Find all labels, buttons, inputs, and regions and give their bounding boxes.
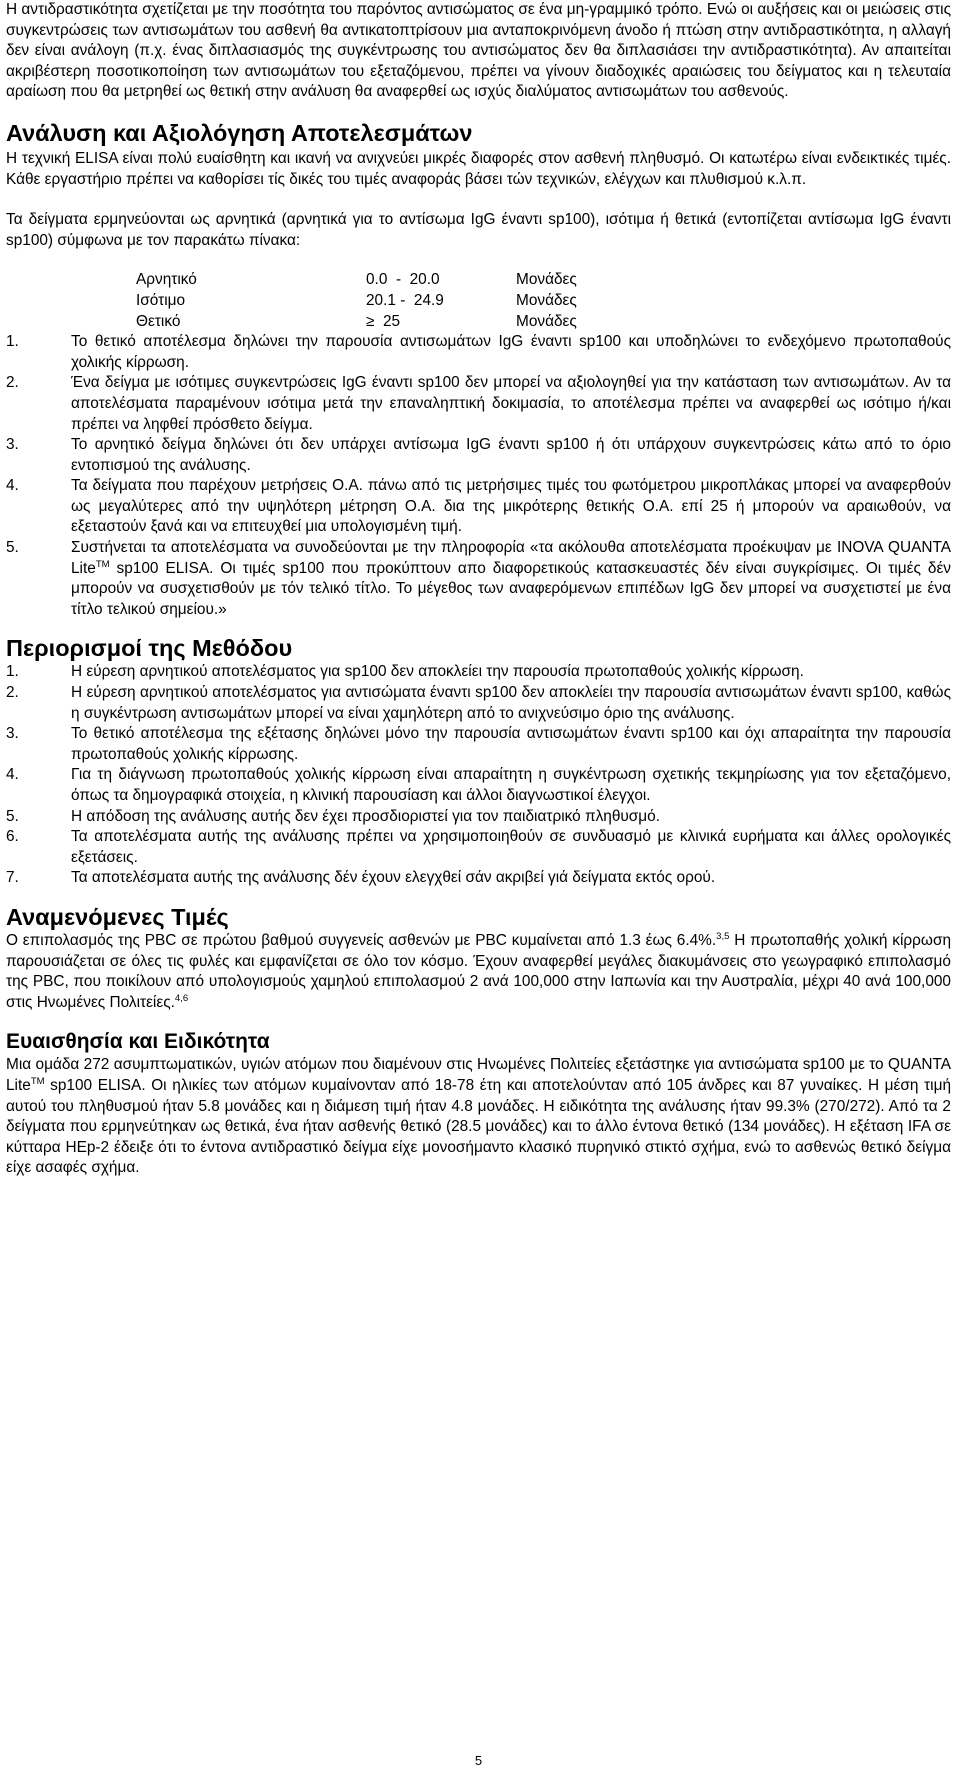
expected-text-b: Η πρωτοπαθής χολική κίρρωση παρουσιάζεται σε όλες τις φυλές και εμφανίζεται σε όλο τον κόσμο. Έχουν αναφερθεί μεγάλες διακυμάνσεις στο γεωγραφικό επιπολασμό της PBC, που ποικίλουν από υπολογισμούς χαμηλού επιπολασμού 2 ανά 100,000 στην Ιαπωνία και την Αυστραλία, μέχρι 40 ανά 100,000 στις Ηνωμένες Πολιτείες.: [6, 931, 951, 1011]
expected-values-paragraph: [6, 931, 951, 1013]
item-text: Το αρνητικό δείγμα δηλώνει ότι δεν υπάρχει αντίσωμα IgG έναντι sp100 ή ότι υπάρχουν συγκεντρώσεις κάτω από το όριο εντοπισμού της ανάλυσης.: [71, 436, 951, 474]
table-row: [136, 312, 577, 333]
list-item: [6, 435, 951, 476]
table-row: [136, 291, 577, 312]
list-item: [6, 683, 951, 724]
item-text: Η εύρεση αρνητικού αποτελέσματος για sp100 δεν αποκλείει την παρουσία πρωτοπαθούς χολικής κίρρωση.: [71, 663, 804, 681]
row-range: ≥ 25: [366, 312, 401, 330]
expected-values-heading: Αναμενόμενες Τιμές: [6, 903, 229, 930]
item-number: 7.: [6, 869, 19, 887]
citation-superscript: 3,5: [716, 930, 730, 942]
limitations-heading: Περιορισμοί της Μεθόδου: [6, 635, 293, 662]
page-number: 5: [474, 1753, 483, 1768]
item-number: 3.: [6, 436, 19, 454]
item-text: Ένα δείγμα με ισότιμες συγκεντρώσεις IgG έναντι sp100 δεν μπορεί να αξιολογηθεί για την κατάσταση των αντισωμάτων. Αν τα αποτελέσματα παραμένουν ισότιμα μετά την επαναληπτική δοκιμασία, το αποτέλεσμα πρέπει να αναφερθεί ως ισότιμο ή/και πρέπει να ληφθεί πρόσθετο δείγμα.: [71, 374, 951, 433]
item-number: 1.: [6, 663, 19, 681]
table-row: [136, 270, 577, 291]
item-number: 3.: [6, 725, 19, 743]
list-item: [6, 868, 951, 889]
item-number: 5.: [6, 539, 19, 557]
analysis-paragraph-1: Η τεχνική ELISA είναι πολύ ευαίσθητη και ικανή να ανιχνεύει μικρές διαφορές στον ασθενή πληθυσμό. Οι κατωτέρω είναι ενδεικτικές τιμές. Κάθε εργαστήριο πρέπει να καθορίσει τίς δικές του τιμές αναφοράς βάσει τών τεχνικών, ελέγχων και πλυθισμού κ.λ.π.: [6, 149, 951, 188]
item-text: Για τη διάγνωση πρωτοπαθούς χολικής κίρρωση είναι απαραίτητη η συγκέντρωση σχετικής τεκμηρίωσης για τον εξεταζόμενο, όπως τα δημογραφικά στοιχεία, η κλινική παρουσίαση και άλλοι διαγνωστικοί έλεγχοι.: [71, 766, 951, 804]
item-number: 2.: [6, 684, 19, 702]
item-number: 4.: [6, 766, 19, 784]
item-text-a: Συστήνεται τα αποτελέσματα να συνοδεύονται με την πληροφορία «τα ακόλουθα αποτελέσματα προέκυψαν με INOVA QUANTA Lite: [71, 539, 951, 577]
list-item: [6, 724, 951, 765]
analysis-heading: Ανάλυση και Αξιολόγηση Αποτελεσμάτων: [6, 119, 473, 146]
item-number: 1.: [6, 333, 19, 351]
trademark-mark: TM: [30, 1075, 45, 1087]
item-text: Το θετικό αποτέλεσμα της εξέτασης δηλώνει μόνο την παρουσία αντισωμάτων έναντι sp100 και όχι απαραίτητα την παρουσία πρωτοπαθούς χολικής κίρρωσης.: [71, 725, 951, 763]
sensitivity-heading: Ευαισθησία και Ειδικότητα: [6, 1030, 270, 1054]
list-item: [6, 476, 951, 538]
item-text: Τα δείγματα που παρέχουν μετρήσεις Ο.Α. πάνω από τις μετρήσιμες τιμές του φωτόμετρου μικροπλάκας μπορεί να αναφερθούν ως μεγαλύτερες από την υψηλότερη μέτρηση Ο.Α. δια της μικρότερης θετικής Ο.Α. επί 25 ή μπορούν να αραιωθούν, να εξεταστούν ξανά και να επιτευχθεί μια υπολογισμένη τιμή.: [71, 477, 951, 536]
list-item: [6, 332, 951, 373]
intro-paragraph: Η αντιδραστικότητα σχετίζεται με την ποσότητα του παρόντος αντισώματος σε ένα μη-γραμμικό τρόπο. Ενώ οι αυξήσεις και οι μειώσεις στις συγκεντρώσεις των αντισωμάτων του ασθενή θα αντικατοπτρίσουν μια ανταποκρινόμενη άνοδο ή πτώση στην αντιδραστικότητα, η αλλαγή δεν είναι ανάλογη (π.χ. ένας διπλασιασμός της συγκέντρωσης του αντισώματος δεν θα διπλασιάσει την αντιδραστικότητα). Αν απαιτείται ακριβέστερη ποσοτικοποίηση των αντισωμάτων του εξεταζόμενου, πρέπει να γίνουν διαδοχικές αραιώσεις του δείγματος και η τελευταία αραίωση που θα μετρηθεί ως θετική στην ανάλυση θα αναφερθεί ως ισχύς διαλύματος αντισωμάτων του ασθενούς.: [6, 1, 951, 101]
item-number: 2.: [6, 374, 19, 392]
list-item: [6, 807, 951, 828]
item-text-b: sp100 ELISA. Οι τιμές sp100 που προκύπτουν απο διαφορετικούς κατασκευαστές δέν είναι συγκρίσιμες. Οι τιμές δέν μπορούν να συσχετισθούν με τόν τελικό τίτλο. Το μέγεθος των αναφερόμενων επιπέδων IgG δεν μπορεί να συσχετιστεί με ένα τίτλο τελικού σημείου.»: [71, 559, 951, 618]
item-text: Η εύρεση αρνητικού αποτελέσματος για αντισώματα έναντι sp100 δεν αποκλείει την παρουσία αντισωμάτων έναντι sp100, καθώς η συγκέντρωση αντισωμάτων μπορεί να είναι χαμηλότερη από το ανιχνεύσιμο όριο της ανάλυσης.: [71, 684, 951, 722]
row-label: Ισότιμο: [136, 291, 186, 309]
limitations-list: [6, 662, 951, 889]
list-item: [6, 373, 951, 435]
citation-superscript: 4,6: [174, 992, 189, 1004]
list-item: [6, 765, 951, 806]
row-label: Θετικό: [136, 312, 181, 330]
row-unit: Μονάδες: [516, 271, 577, 289]
document-page: [6, 0, 951, 1768]
row-unit: Μονάδες: [516, 291, 577, 309]
interpretation-notes-list: [6, 332, 951, 620]
row-label: Αρνητικό: [136, 271, 197, 289]
expected-text-a: Ο επιπολασμός της PBC σε πρώτου βαθμού συγγενείς ασθενών με PBC κυμαίνεται από 1.3 έως 6.4%.: [6, 931, 717, 949]
list-item: [6, 827, 951, 868]
row-range: 0.0 - 20.0: [366, 271, 440, 289]
trademark-mark: TM: [95, 558, 110, 570]
item-number: 4.: [6, 477, 19, 495]
sensitivity-paragraph: [6, 1055, 951, 1179]
item-number: 5.: [6, 807, 19, 825]
item-text: Η απόδοση της ανάλυσης αυτής δεν έχει προσδιοριστεί για τον παιδιατρικό πληθυσμό.: [71, 807, 661, 825]
item-text: Τα αποτελέσματα αυτής της ανάλυσης πρέπει να χρησιμοποιηθούν σε συνδυασμό με κλινικά ευρήματα και άλλες ορολογικές εξετάσεις.: [71, 828, 951, 866]
row-range: 20.1 - 24.9: [366, 291, 444, 309]
item-text: Το θετικό αποτέλεσμα δηλώνει την παρουσία αντισωμάτων IgG έναντι sp100 και υποδηλώνει το ενδεχόμενο πρωτοπαθούς χολικής κίρρωση.: [71, 333, 951, 371]
sensitivity-text-b: sp100 ELISA. Οι ηλικίες των ατόμων κυμαίνονταν από 18-78 έτη και αποτελούνταν από 105 άνδρες και 87 γυναίκες. Η μέση τιμή αυτού του πληθυσμού ήταν 5.8 μονάδες και η διάμεση τιμή ήταν 4.8 μονάδες. Η ειδικότητα της ανάλυσης ήταν 99.3% (270/272). Από τα 2 δείγματα που ερμηνεύτηκαν ως θετικά, ένα ήταν ασθενής θετικό (28.5 μονάδες) και το άλλο έντονα θετικό (134 μονάδες). Η εξέταση IFA σε κύτταρα HEp-2 έδειξε ότι το έντονα αντιδραστικό δείγμα είχε μονοσήμαντο κλασικό πυρηνικό στικτό σχήμα, ενώ το ασθενώς θετικό δείγμα είχε ασαφές σχήμα.: [6, 1076, 951, 1177]
interpretation-table: [136, 270, 577, 332]
sensitivity-text-a: Μια ομάδα 272 ασυμπτωματικών, υγιών ατόμων που διαμένουν στις Ηνωμένες Πολιτείες εξετάστηκε για αντισώματα sp100 με το QUANTA Lite: [6, 1056, 951, 1094]
item-text: Τα αποτελέσματα αυτής της ανάλυσης δέν έχουν ελεγχθεί σάν ακριβεί γιά δείγματα εκτός ορού.: [71, 869, 716, 887]
row-unit: Μονάδες: [516, 312, 577, 330]
list-item: [6, 662, 951, 683]
analysis-paragraph-2: Τα δείγματα ερμηνεύονται ως αρνητικά (αρνητικά για το αντίσωμα IgG έναντι sp100), ισότιμα ή θετικά (εντοπίζεται αντίσωμα IgG έναντι sp100) σύμφωνα με τον παρακάτω πίνακα:: [6, 211, 951, 249]
list-item: [6, 538, 951, 620]
item-number: 6.: [6, 828, 19, 846]
